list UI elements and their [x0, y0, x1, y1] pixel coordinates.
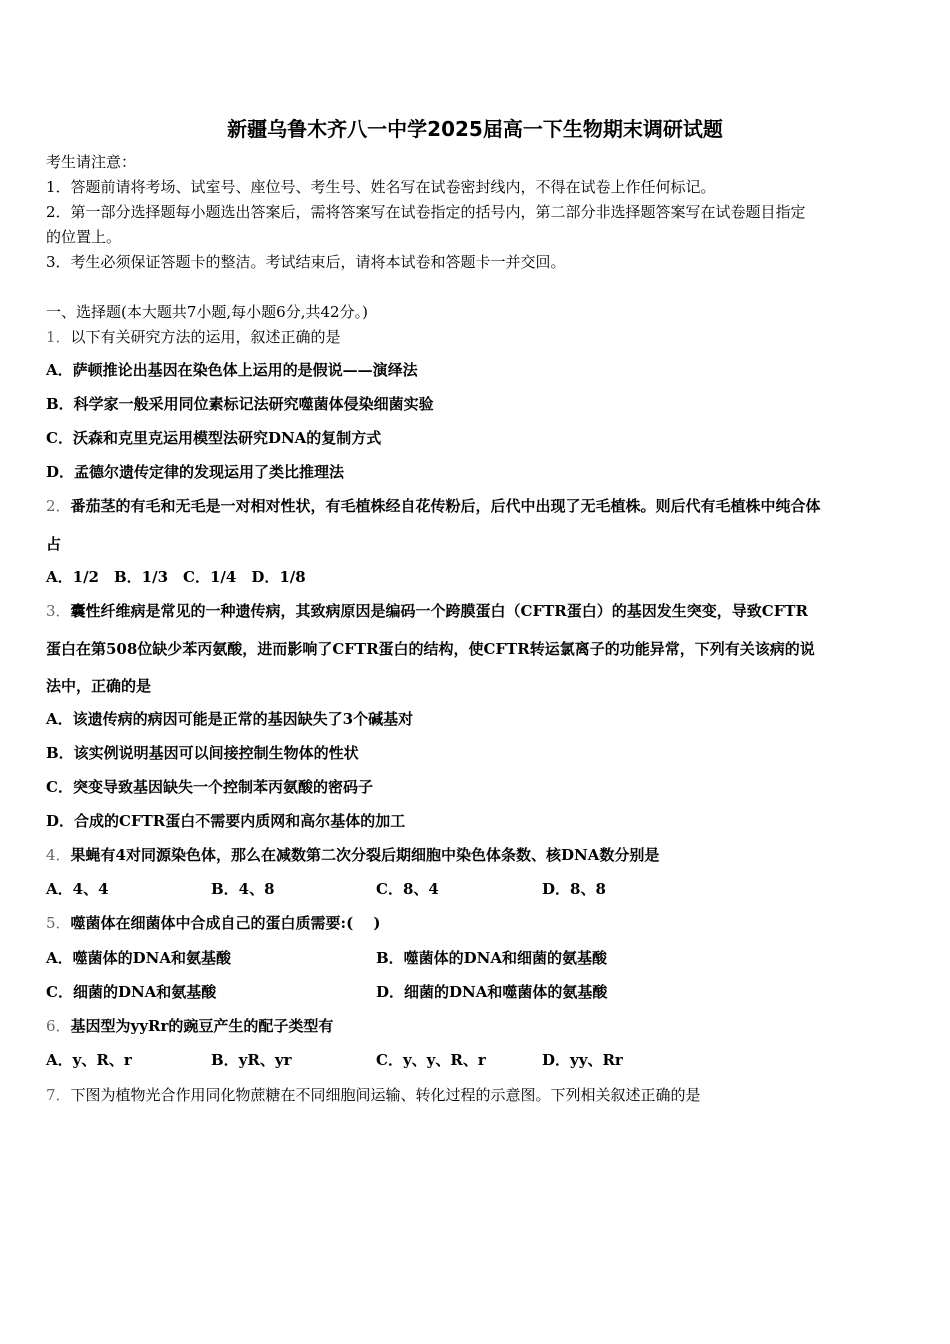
question-6	[46, 1016, 333, 1036]
question-text: 以下有关研究方法的运用，叙述正确的是	[70, 328, 341, 346]
question-1	[46, 327, 341, 347]
q2-options: A．1/2 B．1/3 C．1/4 D．1/8	[46, 568, 306, 586]
question-number: 2．	[46, 497, 71, 515]
q4-option-b: B．4、8	[211, 880, 275, 898]
question-text: 噬菌体在细菌体中合成自己的蛋白质需要:( )	[70, 914, 381, 932]
q6-option-d: D．yy、Rr	[542, 1051, 623, 1069]
q3-option-a: A．该遗传病的病因可能是正常的基因缺失了3个碱基对	[46, 710, 414, 728]
question-7	[46, 1085, 701, 1105]
question-2-cont: 占	[46, 535, 62, 553]
q4-option-d: D．8、8	[542, 880, 606, 898]
question-5	[46, 913, 381, 933]
q5-option-d: D．细菌的DNA和噬菌体的氨基酸	[376, 983, 608, 1001]
notice-item-2: 2．第一部分选择题每小题选出答案后，需将答案写在试卷指定的括号内，第二部分非选择题答案写在试卷题目指定	[46, 203, 806, 221]
q4-option-a: A．4、4	[46, 880, 109, 898]
q5-option-a: A．噬菌体的DNA和氨基酸	[46, 949, 231, 967]
question-number: 7．	[46, 1086, 71, 1104]
q1-option-a: A．萨顿推论出基因在染色体上运用的是假说——演绎法	[46, 361, 418, 379]
q1-option-b: B．科学家一般采用同位素标记法研究噬菌体侵染细菌实验	[46, 395, 434, 413]
question-text: 下图为植物光合作用同化物蔗糖在不同细胞间运输、转化过程的示意图。下列相关叙述正确的是	[70, 1086, 701, 1104]
question-number: 6．	[46, 1017, 71, 1035]
q4-option-c: C．8、4	[376, 880, 439, 898]
question-3-cont-1: 蛋白在第508位缺少苯丙氨酸，进而影响了CFTR蛋白的结构，使CFTR转运氯离子的功能异常，下列有关该病的说	[46, 640, 815, 658]
question-3-cont-2: 法中，正确的是	[46, 677, 152, 695]
question-text: 番茄茎的有毛和无毛是一对相对性状，有毛植株经自花传粉后，后代中出现了无毛植株。则后代有毛植株中纯合体	[70, 497, 821, 515]
q3-option-c: C．突变导致基因缺失一个控制苯丙氨酸的密码子	[46, 778, 373, 796]
notice-item-1: 1．答题前请将考场、试室号、座位号、考生号、姓名写在试卷密封线内，不得在试卷上作任何标记。	[46, 178, 716, 196]
question-4	[46, 845, 659, 865]
q5-option-c: C．细菌的DNA和氨基酸	[46, 983, 217, 1001]
notice-item-2-cont: 的位置上。	[46, 228, 122, 246]
question-number: 5．	[46, 914, 71, 932]
question-2	[46, 496, 821, 516]
q6-option-c: C．y、y、R、r	[376, 1051, 486, 1069]
q3-option-d: D．合成的CFTR蛋白不需要内质网和高尔基体的加工	[46, 812, 406, 830]
question-number: 4．	[46, 846, 71, 864]
page-title: 新疆乌鲁木齐八一中学2025届高一下生物期末调研试题	[227, 117, 723, 141]
notice-item-3: 3．考生必须保证答题卡的整洁。考试结束后，请将本试卷和答题卡一并交回。	[46, 253, 566, 271]
question-text: 基因型为yyRr的豌豆产生的配子类型有	[70, 1017, 334, 1035]
question-text: 果蝇有4对同源染色体，那么在减数第二次分裂后期细胞中染色体条数、核DNA数分别是	[70, 846, 660, 864]
section-heading: 一、选择题(本大题共7小题,每小题6分,共42分。)	[46, 303, 368, 321]
q6-option-a: A．y、R、r	[46, 1051, 132, 1069]
question-3	[46, 601, 808, 621]
q6-option-b: B．yR、yr	[211, 1051, 292, 1069]
q1-option-d: D．孟德尔遗传定律的发现运用了类比推理法	[46, 463, 345, 481]
q5-option-b: B．噬菌体的DNA和细菌的氨基酸	[376, 949, 608, 967]
question-number: 1．	[46, 328, 71, 346]
notice-heading: 考生请注意：	[46, 153, 137, 171]
question-text: 囊性纤维病是常见的一种遗传病，其致病原因是编码一个跨膜蛋白（CFTR蛋白）的基因发生突变，导致CFTR	[70, 602, 808, 620]
question-number: 3．	[46, 602, 71, 620]
q1-option-c: C．沃森和克里克运用模型法研究DNA的复制方式	[46, 429, 382, 447]
q3-option-b: B．该实例说明基因可以间接控制生物体的性状	[46, 744, 359, 762]
